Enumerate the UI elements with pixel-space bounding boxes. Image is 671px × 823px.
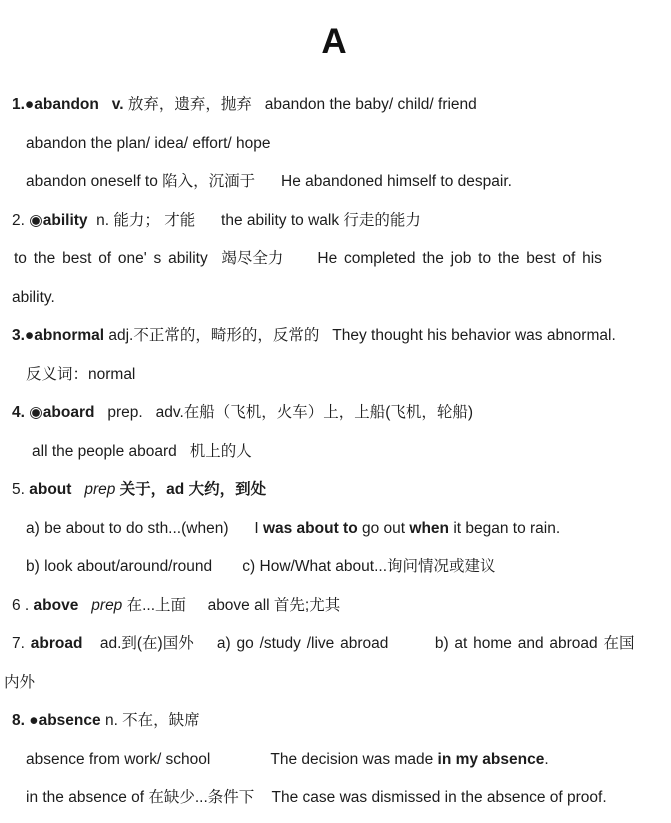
text-segment: ad.到(在)国外 a) go /study /live abroad b) at home and abroad 在国 bbox=[82, 635, 635, 652]
text-segment: n. 不在，缺席 bbox=[100, 712, 200, 729]
text-segment: 3.●abnormal bbox=[12, 327, 105, 344]
text-line bbox=[26, 163, 665, 202]
text-segment: 7. bbox=[12, 635, 31, 652]
text-segment: in the absence of 在缺少...条件下 The case was dismissed in the absence of proof. bbox=[26, 789, 607, 806]
text-line bbox=[26, 356, 665, 395]
text-line bbox=[26, 779, 665, 818]
text-segment: 6 . bbox=[12, 596, 34, 614]
text-line bbox=[26, 548, 665, 587]
text-segment: above bbox=[33, 596, 79, 614]
text-segment: prep bbox=[91, 596, 123, 614]
text-segment: aboard bbox=[42, 404, 95, 421]
text-line bbox=[12, 394, 665, 433]
text-line bbox=[12, 86, 665, 125]
text-segment: 1.●abandon v. bbox=[12, 96, 128, 113]
text-segment: b) look about/around/round c) How/What about...询问情况或建议 bbox=[26, 558, 496, 575]
text-segment: 放弃，遗弃，抛弃 abandon the baby/ child/ friend bbox=[127, 96, 477, 113]
text-line bbox=[26, 125, 665, 164]
text-segment bbox=[78, 597, 91, 614]
vocabulary-list bbox=[4, 86, 665, 818]
text-segment: prep bbox=[84, 481, 116, 498]
text-segment: was about to bbox=[262, 519, 358, 537]
text-segment: 5. bbox=[12, 481, 30, 498]
text-line bbox=[12, 702, 665, 741]
text-line bbox=[4, 664, 665, 703]
text-segment: it began to rain. bbox=[449, 519, 561, 537]
text-line bbox=[12, 587, 665, 626]
text-segment: 反义词：normal bbox=[26, 365, 136, 383]
text-segment: adj.不正常的，畸形的，反常的 They thought his behavior was abnormal. bbox=[104, 327, 616, 344]
text-segment: 内外 bbox=[4, 673, 36, 691]
text-line bbox=[12, 317, 665, 356]
text-segment: n. 能力； 才能 the ability to walk 行走的能力 bbox=[87, 211, 421, 229]
text-segment: ◉ bbox=[29, 404, 43, 421]
text-segment: abandon the plan/ idea/ effort/ hope bbox=[26, 134, 271, 152]
text-line bbox=[32, 433, 665, 472]
text-segment: go out bbox=[357, 519, 410, 537]
text-line bbox=[14, 240, 665, 279]
text-segment: 在...上面 above all 首先;尤其 bbox=[122, 596, 341, 614]
text-line bbox=[26, 510, 665, 549]
text-segment: . bbox=[544, 750, 549, 768]
text-segment: when bbox=[409, 519, 450, 537]
text-segment: prep. adv.在船（飞机，火车）上，上船(飞机，轮船) bbox=[94, 404, 474, 421]
text-segment: about bbox=[29, 481, 72, 498]
text-line bbox=[26, 741, 665, 780]
text-line bbox=[12, 625, 665, 664]
text-segment: abroad bbox=[30, 635, 83, 652]
text-line bbox=[12, 279, 665, 318]
text-segment: a) be about to do sth...(when) I bbox=[26, 519, 263, 537]
text-line bbox=[12, 471, 665, 510]
text-segment: 2. bbox=[12, 211, 30, 229]
text-segment: ability. bbox=[12, 288, 55, 306]
text-segment: to the best of one' s ability 竭尽全力 He completed the job to the best of his bbox=[14, 250, 602, 267]
text-segment: ability bbox=[42, 211, 88, 229]
text-line bbox=[12, 202, 665, 241]
text-segment: all the people aboard 机上的人 bbox=[32, 442, 252, 460]
text-segment: 4. bbox=[12, 404, 30, 421]
text-segment: ◉ bbox=[29, 211, 43, 229]
text-segment: in my absence bbox=[437, 750, 545, 768]
page-title: A bbox=[321, 22, 348, 61]
text-segment: absence from work/ school The decision was made bbox=[26, 750, 438, 768]
text-segment: abandon oneself to 陷入，沉湎于 He abandoned himself to despair. bbox=[26, 173, 512, 190]
text-segment bbox=[71, 481, 84, 498]
text-segment: 关于，ad 大约，到处 bbox=[115, 481, 267, 498]
text-segment: 8. ●absence bbox=[12, 712, 101, 729]
